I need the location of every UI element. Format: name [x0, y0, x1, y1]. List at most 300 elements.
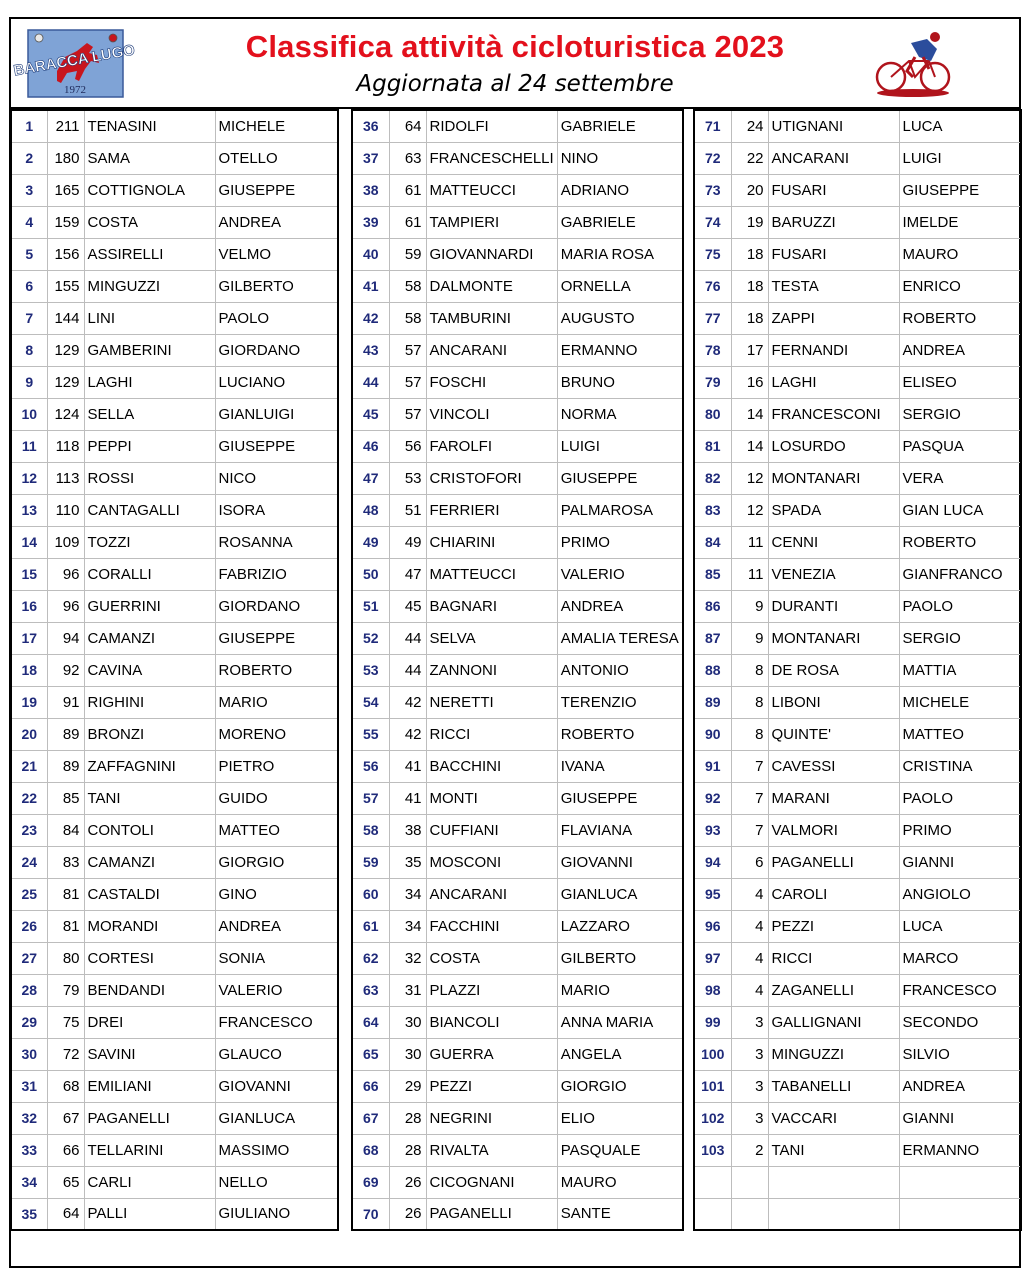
surname-cell: COSTA — [84, 206, 215, 238]
table-row — [694, 782, 1021, 814]
firstname-cell: FABRIZIO — [215, 558, 338, 590]
table-row — [11, 1038, 338, 1070]
table-row — [11, 366, 338, 398]
points-cell: 92 — [47, 654, 84, 686]
table-row — [11, 622, 338, 654]
table-row — [694, 366, 1021, 398]
surname-cell: TAMBURINI — [426, 302, 557, 334]
table-row — [352, 878, 683, 910]
firstname-cell: GIORDANO — [215, 590, 338, 622]
table-row — [352, 1166, 683, 1198]
surname-cell: QUINTE' — [768, 718, 899, 750]
surname-cell: CARLI — [84, 1166, 215, 1198]
surname-cell: CUFFIANI — [426, 814, 557, 846]
surname-cell: SELLA — [84, 398, 215, 430]
points-cell: 7 — [731, 750, 768, 782]
rank-cell: 36 — [352, 110, 389, 142]
table-row — [352, 590, 683, 622]
surname-cell: MARANI — [768, 782, 899, 814]
table-row — [352, 1070, 683, 1102]
firstname-cell: ANDREA — [215, 910, 338, 942]
firstname-cell: MARIA ROSA — [557, 238, 683, 270]
surname-cell: ZAGANELLI — [768, 974, 899, 1006]
table-row — [11, 494, 338, 526]
points-cell: 4 — [731, 942, 768, 974]
firstname-cell: MICHELE — [899, 686, 1021, 718]
firstname-cell: ANDREA — [215, 206, 338, 238]
rank-cell: 17 — [11, 622, 47, 654]
firstname-cell: GIORGIO — [557, 1070, 683, 1102]
surname-cell: EMILIANI — [84, 1070, 215, 1102]
firstname-cell: MASSIMO — [215, 1134, 338, 1166]
surname-cell: TABANELLI — [768, 1070, 899, 1102]
points-cell: 57 — [389, 398, 426, 430]
table-row — [694, 110, 1021, 142]
points-cell: 49 — [389, 526, 426, 558]
firstname-cell: SERGIO — [899, 398, 1021, 430]
firstname-cell: LAZZARO — [557, 910, 683, 942]
firstname-cell: SERGIO — [899, 622, 1021, 654]
table-row — [11, 942, 338, 974]
surname-cell: SAMA — [84, 142, 215, 174]
surname-cell: ANCARANI — [426, 334, 557, 366]
rank-cell: 56 — [352, 750, 389, 782]
rank-cell: 69 — [352, 1166, 389, 1198]
points-cell: 64 — [47, 1198, 84, 1230]
firstname-cell: GIANLUCA — [215, 1102, 338, 1134]
table-row — [694, 814, 1021, 846]
firstname-cell: LUCA — [899, 110, 1021, 142]
points-cell: 124 — [47, 398, 84, 430]
table-row — [352, 654, 683, 686]
table-row — [11, 718, 338, 750]
table-row — [694, 846, 1021, 878]
table-row — [11, 686, 338, 718]
table-row — [694, 494, 1021, 526]
table-row — [352, 622, 683, 654]
table-row — [352, 302, 683, 334]
firstname-cell: SONIA — [215, 942, 338, 974]
points-cell: 14 — [731, 398, 768, 430]
surname-cell: TESTA — [768, 270, 899, 302]
points-cell: 53 — [389, 462, 426, 494]
points-cell: 11 — [731, 558, 768, 590]
surname-cell: CANTAGALLI — [84, 494, 215, 526]
table-row — [11, 206, 338, 238]
points-cell: 20 — [731, 174, 768, 206]
table-row — [694, 878, 1021, 910]
firstname-cell: MATTEO — [899, 718, 1021, 750]
points-cell: 44 — [389, 622, 426, 654]
rank-cell: 77 — [694, 302, 731, 334]
table-row — [11, 654, 338, 686]
table-row — [694, 238, 1021, 270]
rank-cell: 65 — [352, 1038, 389, 1070]
surname-cell: CAVESSI — [768, 750, 899, 782]
table-row — [11, 270, 338, 302]
rank-cell: 59 — [352, 846, 389, 878]
firstname-cell: LUIGI — [899, 142, 1021, 174]
firstname-cell: ANDREA — [557, 590, 683, 622]
rank-cell: 79 — [694, 366, 731, 398]
points-cell: 89 — [47, 750, 84, 782]
firstname-cell: MAURO — [899, 238, 1021, 270]
table-row — [352, 686, 683, 718]
points-cell: 91 — [47, 686, 84, 718]
rank-cell: 25 — [11, 878, 47, 910]
surname-cell: BRONZI — [84, 718, 215, 750]
firstname-cell: AMALIA TERESA — [557, 622, 683, 654]
surname-cell: MINGUZZI — [768, 1038, 899, 1070]
firstname-cell: SILVIO — [899, 1038, 1021, 1070]
surname-cell: FOSCHI — [426, 366, 557, 398]
surname-cell: ANCARANI — [426, 878, 557, 910]
surname-cell: CENNI — [768, 526, 899, 558]
points-cell: 19 — [731, 206, 768, 238]
rank-cell: 26 — [11, 910, 47, 942]
rank-cell: 57 — [352, 782, 389, 814]
points-cell: 61 — [389, 174, 426, 206]
points-cell: 79 — [47, 974, 84, 1006]
surname-cell: ZAFFAGNINI — [84, 750, 215, 782]
firstname-cell: FRANCESCO — [215, 1006, 338, 1038]
surname-cell: PAGANELLI — [768, 846, 899, 878]
table-row — [352, 238, 683, 270]
table-row — [11, 1166, 338, 1198]
table-row — [352, 974, 683, 1006]
points-cell: 3 — [731, 1070, 768, 1102]
rank-cell: 47 — [352, 462, 389, 494]
firstname-cell: VALERIO — [557, 558, 683, 590]
rank-cell: 4 — [11, 206, 47, 238]
surname-cell: SPADA — [768, 494, 899, 526]
firstname-cell: MORENO — [215, 718, 338, 750]
table-row — [11, 974, 338, 1006]
firstname-cell: OTELLO — [215, 142, 338, 174]
rank-cell: 24 — [11, 846, 47, 878]
table-row — [694, 174, 1021, 206]
surname-cell: TELLARINI — [84, 1134, 215, 1166]
surname-cell: FACCHINI — [426, 910, 557, 942]
table-row — [352, 110, 683, 142]
points-cell: 32 — [389, 942, 426, 974]
table-row — [11, 1198, 338, 1230]
table-row — [11, 1006, 338, 1038]
surname-cell: FERNANDI — [768, 334, 899, 366]
rank-cell: 50 — [352, 558, 389, 590]
table-row — [694, 974, 1021, 1006]
points-cell — [731, 1166, 768, 1198]
table-row — [694, 942, 1021, 974]
rank-cell: 46 — [352, 430, 389, 462]
table-row — [694, 462, 1021, 494]
rank-cell: 31 — [11, 1070, 47, 1102]
firstname-cell: ROBERTO — [899, 302, 1021, 334]
table-row — [694, 1038, 1021, 1070]
surname-cell: NERETTI — [426, 686, 557, 718]
firstname-cell: MATTEO — [215, 814, 338, 846]
firstname-cell: SANTE — [557, 1198, 683, 1230]
rank-cell: 48 — [352, 494, 389, 526]
surname-cell: ZANNONI — [426, 654, 557, 686]
firstname-cell: GIOVANNI — [215, 1070, 338, 1102]
table-row — [694, 622, 1021, 654]
rank-cell: 84 — [694, 526, 731, 558]
points-cell: 29 — [389, 1070, 426, 1102]
surname-cell: FUSARI — [768, 174, 899, 206]
table-row — [352, 142, 683, 174]
table-row — [352, 398, 683, 430]
firstname-cell: GIAN LUCA — [899, 494, 1021, 526]
firstname-cell: GIANNI — [899, 846, 1021, 878]
rank-cell: 15 — [11, 558, 47, 590]
firstname-cell: ELIO — [557, 1102, 683, 1134]
firstname-cell: CRISTINA — [899, 750, 1021, 782]
points-cell: 83 — [47, 846, 84, 878]
points-cell: 156 — [47, 238, 84, 270]
surname-cell: GIOVANNARDI — [426, 238, 557, 270]
firstname-cell: NELLO — [215, 1166, 338, 1198]
surname-cell: FAROLFI — [426, 430, 557, 462]
rank-cell: 81 — [694, 430, 731, 462]
surname-cell: COTTIGNOLA — [84, 174, 215, 206]
points-cell: 8 — [731, 718, 768, 750]
firstname-cell: ADRIANO — [557, 174, 683, 206]
table-row — [352, 782, 683, 814]
rank-cell: 62 — [352, 942, 389, 974]
table-row — [11, 590, 338, 622]
ranking-column-3 — [693, 109, 1022, 1231]
points-cell: 12 — [731, 494, 768, 526]
surname-cell: RICCI — [426, 718, 557, 750]
firstname-cell: ERMANNO — [899, 1134, 1021, 1166]
surname-cell: MINGUZZI — [84, 270, 215, 302]
points-cell: 6 — [731, 846, 768, 878]
rank-cell: 83 — [694, 494, 731, 526]
points-cell: 18 — [731, 238, 768, 270]
points-cell: 59 — [389, 238, 426, 270]
surname-cell: CAMANZI — [84, 846, 215, 878]
table-row — [11, 782, 338, 814]
firstname-cell — [899, 1166, 1021, 1198]
firstname-cell: LUCA — [899, 910, 1021, 942]
rank-cell: 21 — [11, 750, 47, 782]
firstname-cell: MARCO — [899, 942, 1021, 974]
firstname-cell: NORMA — [557, 398, 683, 430]
surname-cell: RIVALTA — [426, 1134, 557, 1166]
table-row — [694, 1102, 1021, 1134]
table-row — [11, 750, 338, 782]
points-cell: 17 — [731, 334, 768, 366]
rank-cell: 19 — [11, 686, 47, 718]
firstname-cell: PRIMO — [899, 814, 1021, 846]
rank-cell: 39 — [352, 206, 389, 238]
points-cell: 129 — [47, 366, 84, 398]
surname-cell: BENDANDI — [84, 974, 215, 1006]
points-cell: 38 — [389, 814, 426, 846]
firstname-cell: ROBERTO — [899, 526, 1021, 558]
rank-cell: 18 — [11, 654, 47, 686]
table-row — [352, 846, 683, 878]
rank-cell: 102 — [694, 1102, 731, 1134]
surname-cell: FRANCESCONI — [768, 398, 899, 430]
rank-cell: 23 — [11, 814, 47, 846]
surname-cell: NEGRINI — [426, 1102, 557, 1134]
table-row — [11, 174, 338, 206]
rank-cell: 74 — [694, 206, 731, 238]
rank-cell: 20 — [11, 718, 47, 750]
rank-cell: 38 — [352, 174, 389, 206]
table-row — [694, 910, 1021, 942]
points-cell: 65 — [47, 1166, 84, 1198]
points-cell — [731, 1198, 768, 1230]
rank-cell: 90 — [694, 718, 731, 750]
table-row — [694, 206, 1021, 238]
table-row — [694, 558, 1021, 590]
table-row — [694, 334, 1021, 366]
surname-cell: BIANCOLI — [426, 1006, 557, 1038]
table-row — [352, 814, 683, 846]
firstname-cell: GIUSEPPE — [557, 462, 683, 494]
points-cell: 2 — [731, 1134, 768, 1166]
surname-cell: TOZZI — [84, 526, 215, 558]
table-row — [11, 1070, 338, 1102]
surname-cell: CAROLI — [768, 878, 899, 910]
surname-cell: BARUZZI — [768, 206, 899, 238]
surname-cell: MONTI — [426, 782, 557, 814]
points-cell: 180 — [47, 142, 84, 174]
firstname-cell: IMELDE — [899, 206, 1021, 238]
rank-cell: 8 — [11, 334, 47, 366]
firstname-cell: ANGELA — [557, 1038, 683, 1070]
page-title: Classifica attività cicloturistica 2023 — [245, 29, 785, 64]
firstname-cell: GIANLUCA — [557, 878, 683, 910]
firstname-cell: ROBERTO — [215, 654, 338, 686]
table-row — [352, 558, 683, 590]
points-cell: 109 — [47, 526, 84, 558]
svg-text:1972: 1972 — [64, 84, 86, 96]
surname-cell: ASSIRELLI — [84, 238, 215, 270]
points-cell: 57 — [389, 334, 426, 366]
firstname-cell: ANTONIO — [557, 654, 683, 686]
firstname-cell: LUCIANO — [215, 366, 338, 398]
surname-cell: BACCHINI — [426, 750, 557, 782]
points-cell: 42 — [389, 686, 426, 718]
rank-cell: 16 — [11, 590, 47, 622]
surname-cell — [768, 1198, 899, 1230]
points-cell: 58 — [389, 270, 426, 302]
rank-cell: 51 — [352, 590, 389, 622]
rank-cell: 100 — [694, 1038, 731, 1070]
rank-cell: 37 — [352, 142, 389, 174]
points-cell: 80 — [47, 942, 84, 974]
points-cell: 30 — [389, 1038, 426, 1070]
firstname-cell: PAOLO — [899, 590, 1021, 622]
table-row — [352, 174, 683, 206]
points-cell: 165 — [47, 174, 84, 206]
points-cell: 58 — [389, 302, 426, 334]
rank-cell: 1 — [11, 110, 47, 142]
firstname-cell: GILBERTO — [215, 270, 338, 302]
rank-cell: 40 — [352, 238, 389, 270]
surname-cell: LOSURDO — [768, 430, 899, 462]
surname-cell: RIDOLFI — [426, 110, 557, 142]
rank-cell: 29 — [11, 1006, 47, 1038]
points-cell: 57 — [389, 366, 426, 398]
table-row — [11, 334, 338, 366]
firstname-cell: MARIO — [215, 686, 338, 718]
surname-cell: CORALLI — [84, 558, 215, 590]
surname-cell: PLAZZI — [426, 974, 557, 1006]
firstname-cell: GIANLUIGI — [215, 398, 338, 430]
firstname-cell: GIOVANNI — [557, 846, 683, 878]
rank-cell: 2 — [11, 142, 47, 174]
points-cell: 72 — [47, 1038, 84, 1070]
surname-cell: LAGHI — [768, 366, 899, 398]
firstname-cell: PIETRO — [215, 750, 338, 782]
firstname-cell: GIUSEPPE — [899, 174, 1021, 206]
surname-cell: SELVA — [426, 622, 557, 654]
rank-cell: 93 — [694, 814, 731, 846]
points-cell: 85 — [47, 782, 84, 814]
surname-cell: FERRIERI — [426, 494, 557, 526]
rank-cell: 53 — [352, 654, 389, 686]
table-row — [352, 718, 683, 750]
firstname-cell: GIANNI — [899, 1102, 1021, 1134]
points-cell: 22 — [731, 142, 768, 174]
table-row — [694, 590, 1021, 622]
rank-cell: 41 — [352, 270, 389, 302]
surname-cell: GALLIGNANI — [768, 1006, 899, 1038]
firstname-cell: VALERIO — [215, 974, 338, 1006]
table-row — [11, 238, 338, 270]
rank-cell: 73 — [694, 174, 731, 206]
points-cell: 24 — [731, 110, 768, 142]
firstname-cell: ANDREA — [899, 1070, 1021, 1102]
rank-cell: 85 — [694, 558, 731, 590]
rank-cell: 66 — [352, 1070, 389, 1102]
surname-cell: DREI — [84, 1006, 215, 1038]
table-row — [694, 654, 1021, 686]
points-cell: 75 — [47, 1006, 84, 1038]
rank-cell: 70 — [352, 1198, 389, 1230]
rank-cell: 78 — [694, 334, 731, 366]
rank-cell: 82 — [694, 462, 731, 494]
points-cell: 56 — [389, 430, 426, 462]
firstname-cell: ERMANNO — [557, 334, 683, 366]
firstname-cell: MATTIA — [899, 654, 1021, 686]
points-cell: 68 — [47, 1070, 84, 1102]
points-cell: 155 — [47, 270, 84, 302]
table-row — [11, 910, 338, 942]
firstname-cell: NINO — [557, 142, 683, 174]
surname-cell: PEZZI — [426, 1070, 557, 1102]
surname-cell: LAGHI — [84, 366, 215, 398]
rank-cell: 42 — [352, 302, 389, 334]
table-row — [352, 1198, 683, 1230]
table-row — [11, 398, 338, 430]
firstname-cell: SECONDO — [899, 1006, 1021, 1038]
points-cell: 14 — [731, 430, 768, 462]
rank-cell: 7 — [11, 302, 47, 334]
points-cell: 34 — [389, 910, 426, 942]
points-cell: 41 — [389, 782, 426, 814]
surname-cell: CASTALDI — [84, 878, 215, 910]
cyclist-icon — [871, 31, 955, 99]
points-cell: 28 — [389, 1102, 426, 1134]
surname-cell: TANI — [84, 782, 215, 814]
surname-cell: TENASINI — [84, 110, 215, 142]
